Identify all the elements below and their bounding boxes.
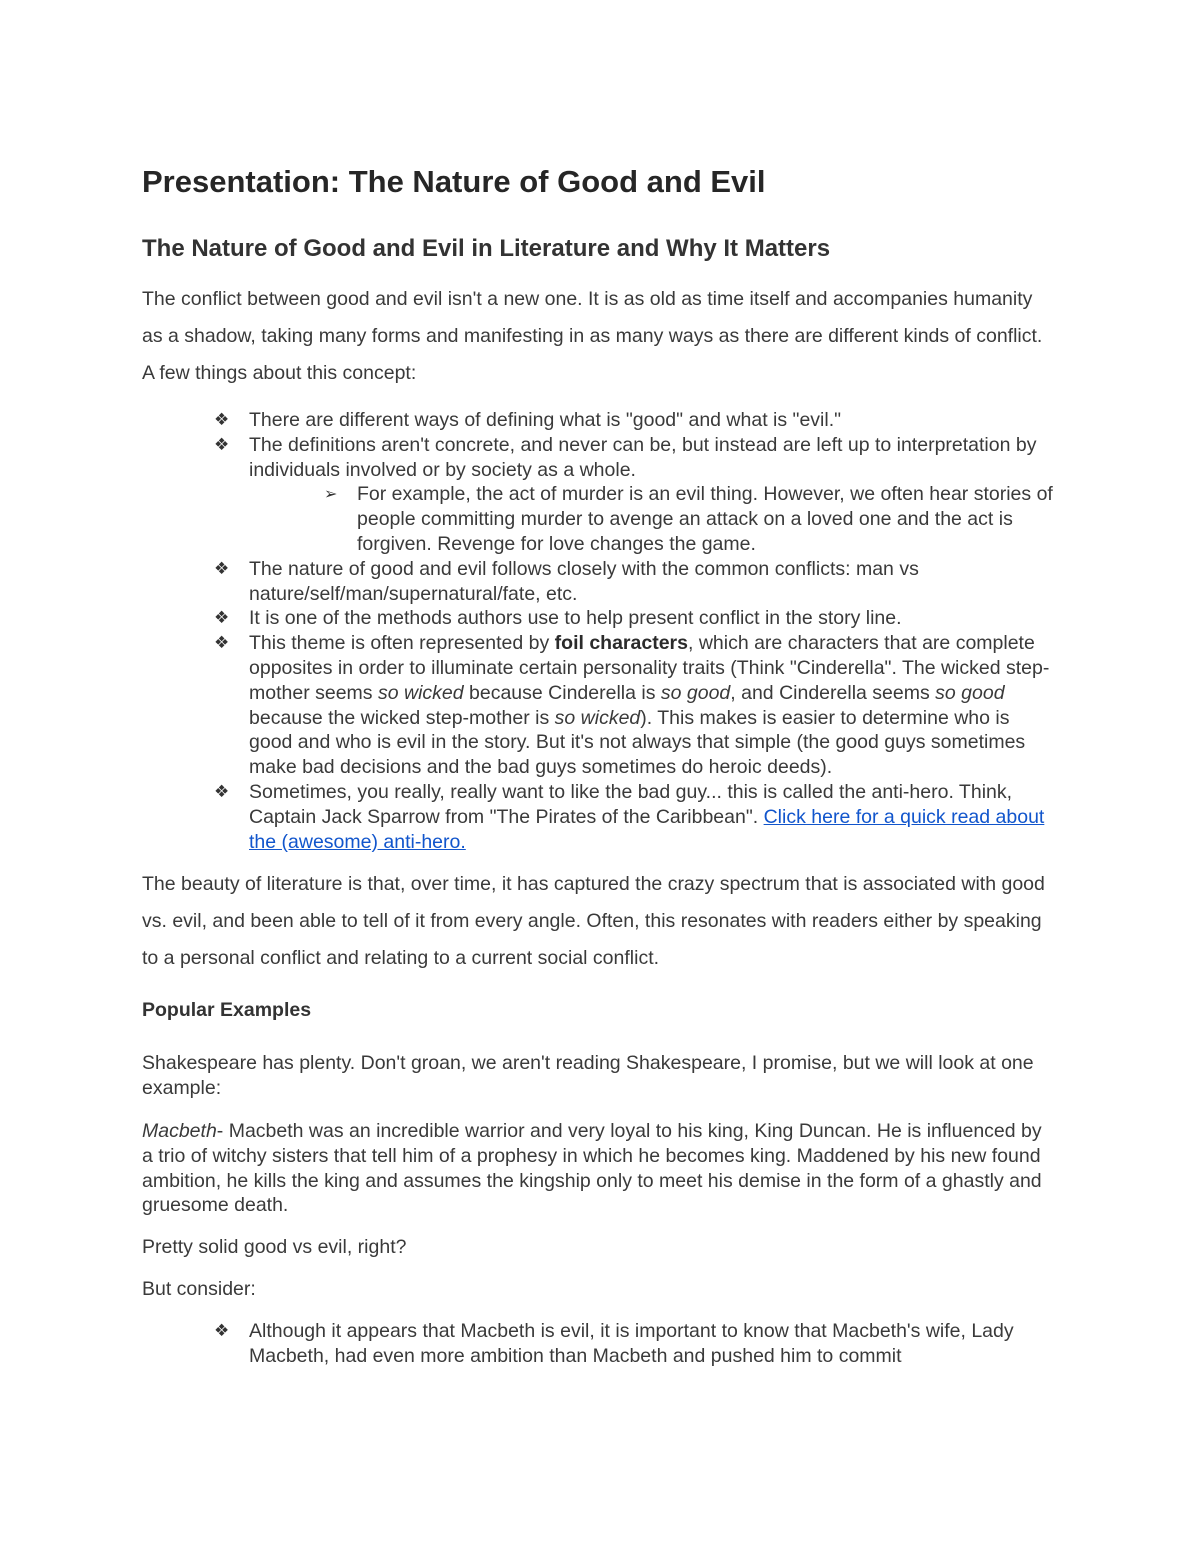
document-page [142, 160, 1057, 1368]
concept-bullet-list [142, 408, 1057, 854]
section-heading: The Nature of Good and Evil in Literature and Why It Matters [142, 235, 831, 262]
list-item: ❖ Although it appears that Macbeth is evil, it is important to know that Macbeth's wife, Lady Macbeth, had even more ambition than Macbeth and pushed him to commit [249, 1319, 1057, 1369]
list-item: ❖ This theme is often represented by foil characters, which are characters that are complete opposites in order to illuminate certain personality traits (Think "Cinderella". The wicked step-mother seems so wicked because Cinderella is so good, and Cinderella seems so good because the wicked step-mother is so wicked). This makes is easier to determine who is good and who is evil in the story. But it's not always that simple (the good guys sometimes make bad decisions and the bad guys sometimes do heroic deeds). [249, 631, 1057, 780]
list-item: ❖ The definitions aren't concrete, and never can be, but instead are left up to interpretation by individuals involved or by society as a whole. ➢ For example, the act of murder is an evil thing. However, we often hear stories of people committing murder to avenge an attack on a loved one and the act is forgiven. Revenge for love changes the game. [249, 433, 1057, 557]
sub-list-item: ➢ For example, the act of murder is an evil thing. However, we often hear stories of people committing murder to avenge an attack on a loved one and the act is forgiven. Revenge for love changes the game. [357, 482, 1057, 556]
shakespeare-paragraph: Shakespeare has plenty. Don't groan, we aren't reading Shakespeare, I promise, but we will look at one example: [142, 1052, 1034, 1100]
macbeth-paragraph: Macbeth- Macbeth was an incredible warrior and very loyal to his king, King Duncan. He is influenced by a trio of witchy sisters that tell him of a prophesy in which he becomes king. Maddened by his new found ambition, he kills the king and assumes the kingship only to meet his demise in the form of a ghastly and gruesome death. [142, 1119, 1042, 1217]
document-title: Presentation: The Nature of Good and Evil [142, 164, 766, 199]
list-item: ❖ The nature of good and evil follows closely with the common conflicts: man vs nature/self/man/supernatural/fate, etc. [249, 557, 1057, 607]
beauty-paragraph: The beauty of literature is that, over time, it has captured the crazy spectrum that is associated with good vs. evil, and been able to tell of it from every angle. Often, this resonates with readers either by speaking to a personal conflict and relating to a current social conflict. [142, 873, 1045, 970]
foil-characters-term: foil characters [554, 632, 688, 655]
consider-bullet-list [142, 1319, 1057, 1369]
list-item: ❖ It is one of the methods authors use to help present conflict in the story line. [249, 606, 1057, 631]
intro-paragraph: The conflict between good and evil isn't a new one. It is as old as time itself and accompanies humanity as a shadow, taking many forms and manifesting in as many ways as there are different kinds of conflict. A few things about this concept: [142, 288, 1043, 384]
anti-hero-link[interactable]: Click here for a quick read about the (awesome) anti-hero. [249, 805, 1045, 853]
sub-bullet-list [249, 482, 1057, 556]
macbeth-title: Macbeth [142, 1119, 217, 1142]
list-item: ❖ Sometimes, you really, really want to like the bad guy... this is called the anti-hero. Think, Captain Jack Sparrow from "The Pirates of the Caribbean". Click here for a quick read about the (awesome) anti-hero. [249, 780, 1057, 854]
pretty-solid-line: Pretty solid good vs evil, right? [142, 1236, 407, 1259]
but-consider-line: But consider: [142, 1277, 256, 1300]
list-item: ❖ There are different ways of defining what is "good" and what is "evil." [249, 408, 1057, 433]
popular-examples-heading: Popular Examples [142, 999, 312, 1022]
